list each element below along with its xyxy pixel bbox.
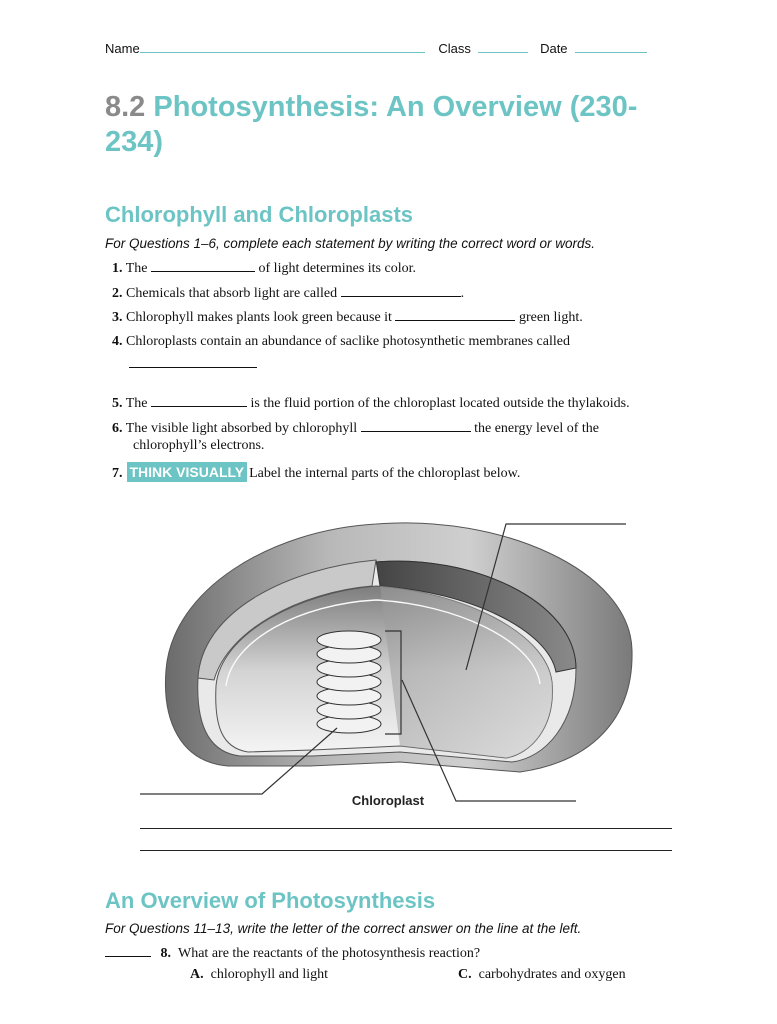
section-heading-overview: An Overview of Photosynthesis (105, 888, 436, 913)
class-field[interactable] (478, 40, 528, 53)
question-3: 3. Chlorophyll makes plants look green because it green light. (112, 310, 583, 325)
page-title (105, 90, 665, 160)
think-visually-badge: THINK VISUALLY (127, 462, 248, 482)
choice-c[interactable]: C. carbohydrates and oxygen (458, 967, 626, 982)
diagram-caption: Chloroplast (351, 793, 425, 808)
section-number: 8.2 (105, 91, 146, 123)
question-1: 1. The of light determines its color. (112, 261, 416, 276)
name-label: Name (105, 41, 140, 56)
date-field[interactable] (575, 40, 647, 53)
answer-blank-4[interactable] (129, 355, 257, 373)
answer-blank-5[interactable] (151, 394, 247, 407)
section-heading-chlorophyll: Chlorophyll and Chloroplasts (105, 202, 414, 227)
question-7: 7. THINK VISUALLY Label the internal parts of the chloroplast below. (112, 464, 521, 481)
instructions-q1-6: For Questions 1–6, complete each statement by writing the correct word or words. (105, 236, 595, 251)
question-6: 6. The visible light absorbed by chlorophyll the energy level of the (112, 421, 600, 436)
instructions-q11-13: For Questions 11–13, write the letter of the correct answer on the line at the left. (105, 921, 582, 936)
name-field[interactable] (140, 40, 425, 53)
class-label: Class (438, 41, 471, 56)
answer-blank-1[interactable] (151, 259, 255, 272)
granum-stack (317, 631, 381, 733)
answer-blank-2[interactable] (341, 284, 461, 297)
answer-line-1[interactable] (140, 828, 672, 829)
answer-blank-8[interactable] (105, 944, 151, 957)
choice-a[interactable]: A. chlorophyll and light (190, 967, 329, 982)
question-6-continued: chlorophyll’s electrons. (133, 438, 265, 453)
answer-line-2[interactable] (140, 850, 672, 851)
question-2: 2. Chemicals that absorb light are called . (112, 286, 465, 301)
title-text: Photosynthesis: An Overview (230-234) (105, 91, 638, 158)
student-info-header (105, 40, 647, 56)
answer-blank-3[interactable] (395, 308, 515, 321)
question-8: 8. What are the reactants of the photosynthesis reaction? (105, 944, 480, 963)
chloroplast-diagram (0, 500, 777, 830)
date-label: Date (540, 41, 568, 56)
question-4: 4. Chloroplasts contain an abundance of saclike photosynthetic membranes called (112, 334, 570, 349)
question-5: 5. The is the fluid portion of the chloroplast located outside the thylakoids. (112, 396, 630, 411)
answer-blank-6[interactable] (361, 419, 471, 432)
